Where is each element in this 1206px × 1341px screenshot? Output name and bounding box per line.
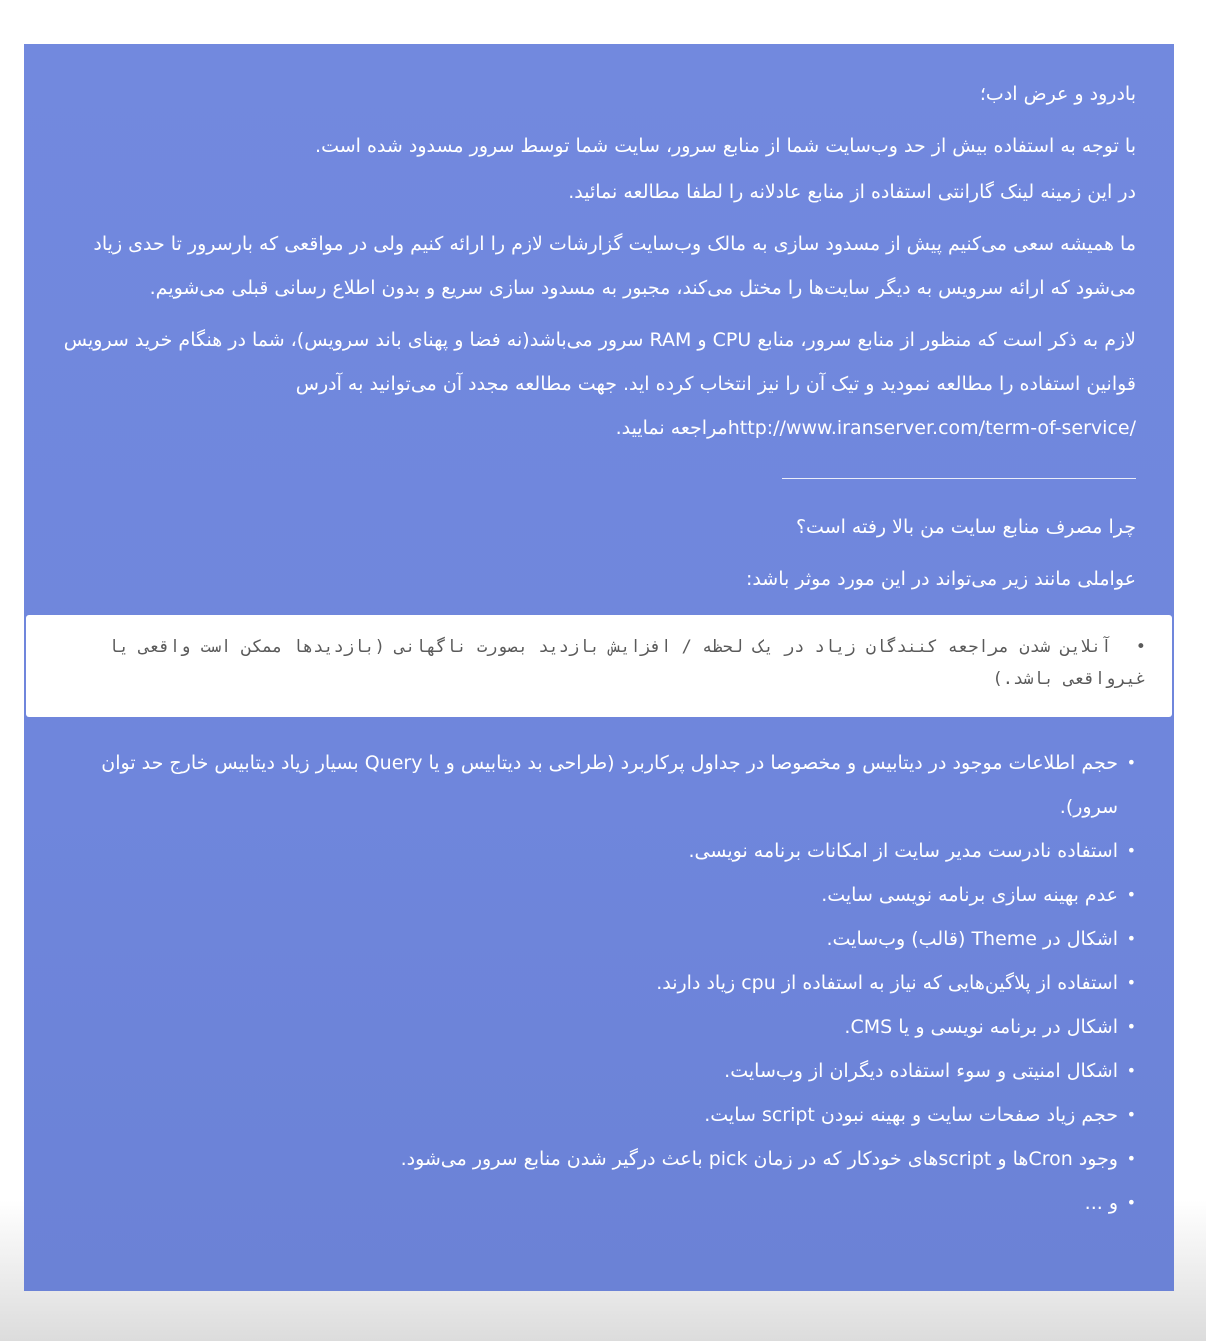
code-bullet: • [1135, 637, 1146, 657]
code-block-text: آنلاین شدن مراجعه کنندگان زیاد در یک لحظه / افزایش بازدید بصورت ناگهانی (بازدیدها ممکن است واقعی یا غیرواقعی باشد.) [108, 637, 1146, 689]
list-item: • استفاده از پلاگین‌هایی که نیاز به استفاده از cpu زیاد دارند. [62, 961, 1136, 1005]
block-notice-text: با توجه به استفاده بیش از حد وب‌سایت شما از منابع سرور، سایت شما توسط سرور مسدود شده است. [315, 135, 1136, 157]
faq-intro: عواملی مانند زیر می‌تواند در این مورد موثر باشد: [745, 568, 1136, 590]
greeting-text: بادرود و عرض ادب؛ [979, 83, 1136, 105]
list-item: • وجود Cronها و scriptهای خودکار که در زمان pick باعث درگیر شدن منابع سرور می‌شود. [62, 1137, 1136, 1181]
list-item: • اشکال در برنامه نویسی و یا CMS. [62, 1005, 1136, 1049]
list-item: • اشکال امنیتی و سوء استفاده دیگران از وب‌سایت. [62, 1049, 1136, 1093]
list-item: • و ... [62, 1181, 1136, 1225]
faq-question: چرا مصرف منابع سایت من بالا رفته است؟ [795, 516, 1136, 538]
list-item: • حجم زیاد صفحات سایت و بهینه نبودن script سایت. [62, 1093, 1136, 1137]
list-item: • اشکال در Theme (قالب) وب‌سایت. [62, 917, 1136, 961]
fair-use-text: در این زمینه لینک گارانتی استفاده از منابع عادلانه را لطفا مطالعه نمائید. [568, 181, 1136, 203]
resources-explanation [62, 318, 1136, 450]
warning-policy-text: ما همیشه سعی می‌کنیم پیش از مسدود سازی به مالک وب‌سایت گزارشات لازم را ارائه کنیم ولی در مواقعی که بارسرور تا حدی زیاد می‌شود که ارائه سرویس به دیگر سایت‌ها را مختل می‌کند، مجبور به مسدود سازی سریع و بدون اطلاع رسانی قبلی می‌شویم. [93, 233, 1136, 299]
message-panel [24, 44, 1174, 1291]
causes-list [62, 741, 1136, 1225]
list-item: • عدم بهینه سازی برنامه نویسی سایت. [62, 873, 1136, 917]
resources-explanation-text: لازم به ذکر است که منظور از منابع سرور، منابع CPU و RAM سرور می‌باشد(نه فضا و پهنای باند سرویس)، شما در هنگام خرید سرویس قوانین استفاده را مطالعه نمودید و تیک آن را نیز انتخاب کرده اید. جهت مطالعه مجدد آن می‌توانید به آدرس [63, 329, 1136, 395]
list-item: • استفاده نادرست مدیر سایت از امکانات برنامه نویسی. [62, 829, 1136, 873]
code-block [26, 615, 1172, 717]
resources-explanation-suffix: مراجعه نمایید. [615, 417, 728, 439]
section-divider [782, 478, 1136, 479]
list-item: • حجم اطلاعات موجود در دیتابیس و مخصوصا در جداول پرکاربرد (طراحی بد دیتابیس و یا Query بسیار زیاد دیتابیس خارج حد توان سرور). [62, 741, 1136, 829]
terms-of-service-link[interactable]: http://www.iranserver.com/term-of-service/ [727, 417, 1136, 439]
